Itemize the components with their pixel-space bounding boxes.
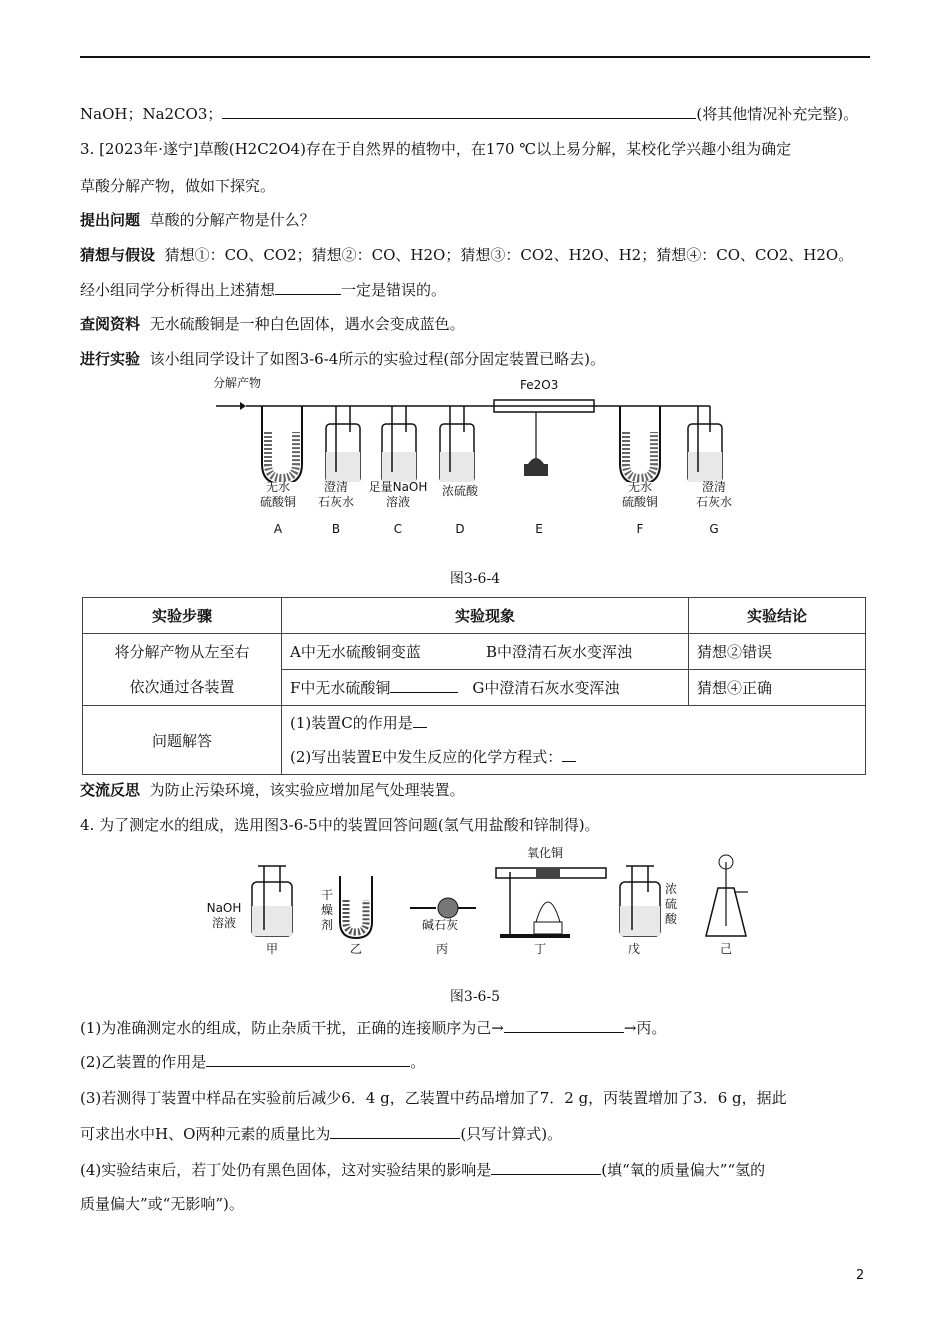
q3-experiment-line [80, 349, 605, 369]
u-tube-yi [340, 876, 372, 938]
q3-question-line [80, 210, 315, 230]
q2-tail-line [80, 104, 858, 124]
q3-question-label: 提出问题 [80, 211, 141, 229]
q4-part1-blank[interactable] [504, 1018, 624, 1033]
device-a-letter: A [273, 522, 283, 536]
q4-part3-line2 [80, 1124, 562, 1144]
bottle-b [326, 406, 360, 482]
cuo-label: 氧化铜 [526, 846, 563, 860]
q3-hypothesis-text: 猜想①：CO、CO2；猜想②：CO、H2O；猜想③：CO2、H2O、H2；猜想④：CO、CO2、H2O。 [164, 246, 854, 264]
qa-label-cell: 问题解答 [83, 706, 282, 775]
device-b-letter: B [331, 522, 341, 536]
bottle-c [382, 406, 416, 482]
device-yi-name: 乙 [349, 942, 362, 956]
q4-part1-pre: (1)为准确测定水的组成，防止杂质干扰，正确的连接顺序为己→ [80, 1019, 504, 1037]
q4-part2-pre: (2)乙装置的作用是 [80, 1053, 207, 1071]
device-f-letter: F [636, 522, 644, 536]
fe2o3-label: Fe2O3 [520, 378, 559, 392]
phen-b: B中澄清石灰水变浑浊 [486, 643, 633, 661]
experiment-table [82, 597, 866, 775]
q4-part1-post: →丙。 [623, 1019, 667, 1037]
device-wu-name: 戊 [627, 942, 640, 956]
page-number: 2 [856, 1268, 865, 1283]
q3-hypothesis-line [80, 245, 853, 265]
q3-reference-text: 无水硫酸铜是一种白色固体，遇水会变成蓝色。 [149, 315, 465, 333]
q4-intro: 4. 为了测定水的组成，选用图3-6-5中的装置回答问题(氢气用盐酸和锌制得)。 [80, 816, 600, 834]
q3-reflect-label: 交流反思 [80, 781, 141, 799]
device-d-name: 浓硫酸 [441, 484, 478, 498]
u-tube-a [262, 406, 302, 482]
q2-answer-blank[interactable] [222, 104, 696, 119]
phenomena-cell-2 [282, 670, 689, 706]
q3-analysis-pre: 经小组同学分析得出上述猜想 [80, 281, 276, 299]
device-g-name: 澄清 石灰水 [695, 480, 732, 509]
q3-intro-2: 草酸分解产物，做如下探究。 [80, 177, 276, 195]
q2-tail-text: NaOH；Na2CO3； [80, 105, 223, 123]
heated-tube-e [494, 400, 594, 476]
figure-3-6-5-caption: 图3-6-5 [449, 989, 501, 1005]
device-c-letter: C [393, 522, 403, 536]
bottle-d [440, 406, 474, 482]
q3-reference-label: 查阅资料 [80, 315, 141, 333]
header-rule [80, 56, 870, 58]
figure-3-6-4-caption: 图3-6-4 [449, 571, 501, 587]
qa-1-blank[interactable] [413, 713, 427, 728]
q2-tail-suffix: (将其他情况补充完整)。 [696, 105, 859, 123]
phen-f-blank[interactable] [390, 678, 458, 693]
q4-part1 [80, 1018, 666, 1038]
header-phenomena: 实验现象 [282, 598, 689, 634]
q4-part4-line2: 质量偏大”或“无影响”)。 [80, 1195, 244, 1213]
bottle-wu [620, 866, 660, 936]
conclusion-cell-2: 猜想④正确 [689, 670, 866, 706]
q4-part4-pre: (4)实验结束后，若丁处仍有黑色固体，这对实验结果的影响是 [80, 1161, 492, 1179]
device-d-letter: D [455, 522, 465, 536]
soda-lime-label: 碱石灰 [421, 918, 458, 932]
qa-2-blank[interactable] [562, 747, 576, 762]
device-bing-name: 丙 [435, 942, 448, 956]
bottle-g [688, 406, 722, 482]
q4-part3-line1: (3)若测得丁装置中样品在实验前后减少6．4 g，乙装置中药品增加了7．2 g，丙装置增加了3．6 g，据此 [80, 1089, 787, 1107]
qa-2: (2)写出装置E中发生反应的化学方程式： [290, 740, 857, 774]
phen-f: F中无水硫酸铜 [290, 679, 391, 697]
device-e-letter: E [535, 522, 543, 536]
inlet-label: 分解产物 [213, 376, 262, 390]
device-g-letter: G [709, 522, 719, 536]
q4-part3-blank[interactable] [330, 1124, 460, 1139]
q4-part2 [80, 1052, 425, 1072]
q4-part3-pre: 可求出水中H、O两种元素的质量比为 [80, 1125, 331, 1143]
bottle-jia [252, 866, 292, 936]
table-header-row [83, 598, 866, 634]
drying-tube-bing [410, 898, 476, 918]
header-steps: 实验步骤 [83, 598, 282, 634]
phen-a: A中无水硫酸铜变蓝 [290, 643, 421, 661]
q3-experiment-label: 进行实验 [80, 350, 141, 368]
conc-acid-label: 浓 硫 酸 [664, 882, 677, 926]
q3-hypothesis-label: 猜想与假设 [80, 246, 156, 264]
q3-reflect-text: 为防止污染环境，该实验应增加尾气处理装置。 [149, 781, 465, 799]
q4-part3-post: (只写计算式)。 [460, 1125, 563, 1143]
q3-intro-1: 3. [2023年·遂宁]草酸(H2C2O4)存在于自然界的植物中，在170 ℃以上易分解，某校化学兴趣小组为确定 [80, 140, 792, 158]
q3-experiment-text: 该小组同学设计了如图3-6-4所示的实验过程(部分固定装置已略去)。 [149, 350, 606, 368]
device-ji-name: 己 [719, 942, 732, 956]
device-jia-name: 甲 [265, 942, 278, 956]
q4-part4-blank[interactable] [491, 1160, 601, 1175]
q4-part2-blank[interactable] [206, 1052, 410, 1067]
conclusion-cell-1: 猜想②错误 [689, 634, 866, 670]
u-tube-f [620, 406, 660, 482]
step-text-2: 依次通过各装置 [129, 677, 235, 696]
q4-part2-post: 。 [410, 1053, 426, 1071]
q3-reflect-line [80, 780, 465, 800]
flask-ji [706, 855, 748, 936]
naoh-label: NaOH 溶液 [206, 901, 242, 930]
table-row [83, 634, 866, 670]
heated-tube-ding [496, 868, 606, 938]
device-c-name: 足量NaOH 溶液 [368, 480, 428, 509]
q3-analysis-line [80, 280, 446, 300]
device-f-name: 无水 硫酸铜 [621, 480, 658, 509]
q3-reference-line [80, 314, 465, 334]
q4-part4-line1 [80, 1160, 765, 1180]
dry-agent-label: 干 燥 剂 [320, 888, 333, 932]
qa-1: (1)装置C的作用是 [290, 706, 857, 740]
qa-cell [282, 706, 866, 775]
q3-analysis-blank[interactable] [275, 280, 341, 295]
phenomena-cell-1 [282, 634, 689, 670]
q3-question-text: 草酸的分解产物是什么？ [149, 211, 315, 229]
q4-part4-post: (填“氧的质量偏大”“氢的 [601, 1161, 766, 1179]
q3-analysis-post: 一定是错误的。 [341, 281, 447, 299]
figure-3-6-4-apparatus [210, 372, 750, 482]
header-conclusion: 实验结论 [689, 598, 866, 634]
table-row [83, 706, 866, 775]
phen-g: G中澄清石灰水变浑浊 [472, 679, 620, 697]
device-a-name: 无水 硫酸铜 [259, 480, 296, 509]
device-b-name: 澄清 石灰水 [317, 480, 354, 509]
device-ding-name: 丁 [533, 942, 546, 956]
step-text-1: 将分解产物从左至右 [114, 642, 250, 661]
step-cell [83, 634, 282, 706]
